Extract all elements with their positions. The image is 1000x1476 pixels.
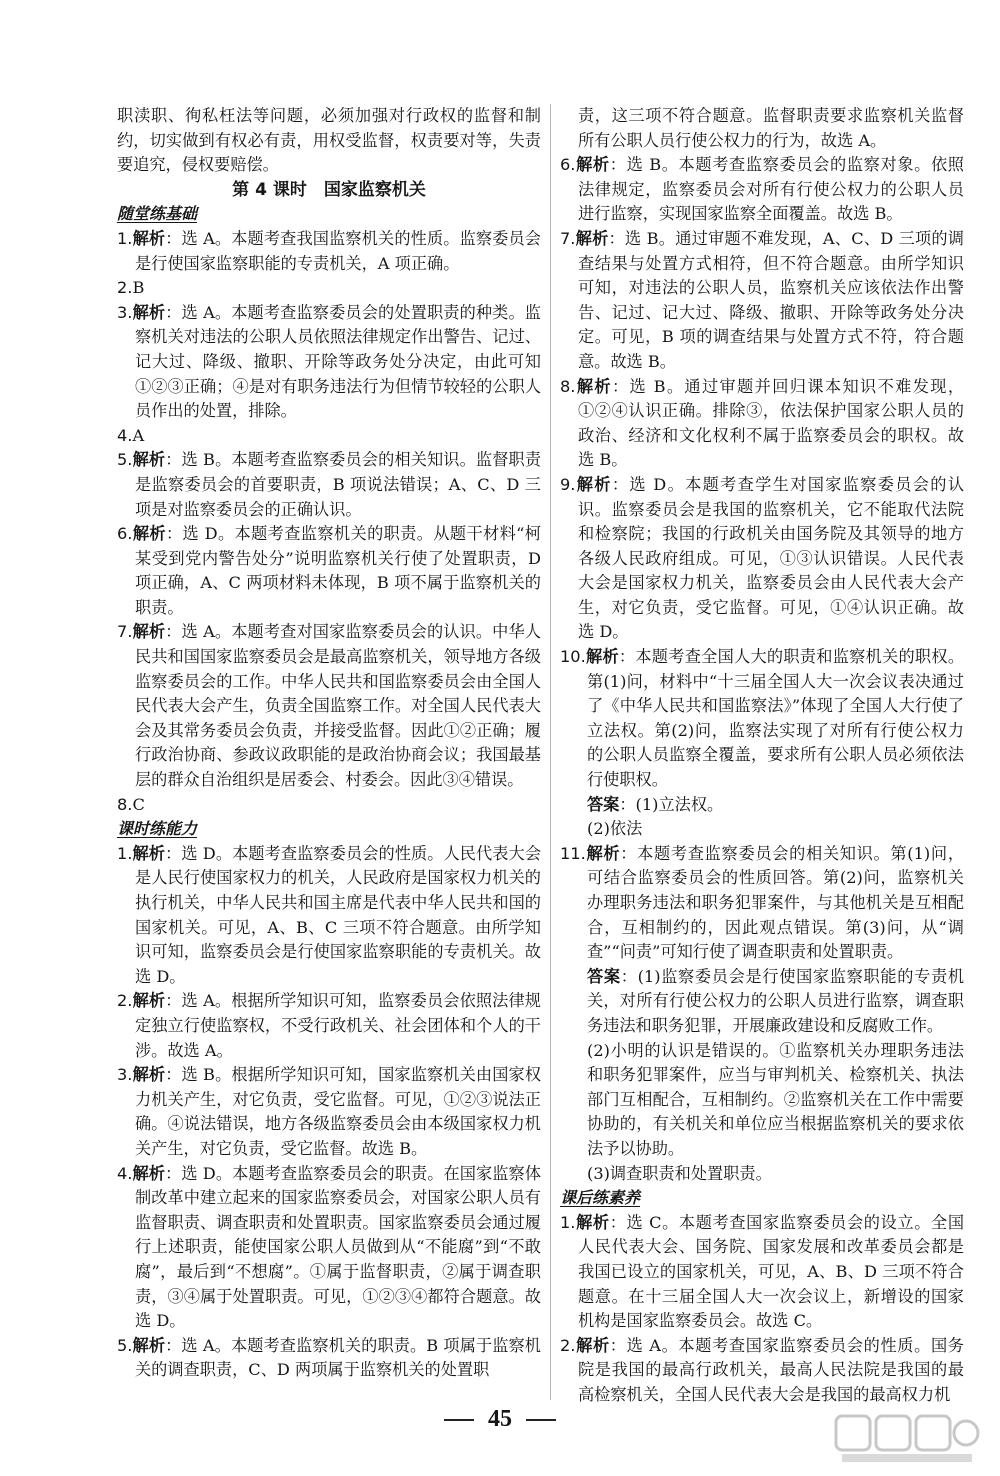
item-number: 8. (117, 794, 133, 814)
item-text: ：选 B。本题考查监察委员会的监察对象。依照法律规定，监察委员会对所有行使公权力的公职人员进行监察，实现国家监察全面覆盖。故选 B。 (578, 155, 964, 224)
item-text: ：选 D。本题考查学生对国家监察委员会的认识。监察委员会是我国的监察机关，它不能取代法院和检察院；我国的行政机关由国务院及其领导的地方各级人民政府组成。可见，①③认识错误。人民代表大会是国家权力机关，监察委员会由人民代表大会产生，对它负责，受它监督。可见，①④认识正确。故选 D。 (578, 474, 965, 642)
item-keyword: 解析 (132, 302, 166, 322)
answer-line (560, 793, 964, 818)
item-keyword: 解析 (132, 450, 166, 470)
item-text: ：本题考查全国人大的职责和监察机关的职权。第(1)问，材料中“十三届全国人大一次会议表决通过了《中华人民共和国监察法》”体现了全国人大行使了立法权。第(2)问，监察法实现了对所有行使公权力的公职人员监察全覆盖，要求所有公职人员必须依法行使职权。 (587, 647, 965, 790)
answer-item (117, 1334, 541, 1383)
item-text: ：选 D。本题考查监察委员会的职责。在国家监察体制改革中建立起来的国家监察委员会，对国家公职人员有监督职责、调查职责和处置职责。国家监察委员会通过履行上述职责，能使国家公职人员做到从“不能腐”到“不敢腐”，最后到“不想腐”。①属于监督职责，②属于调查职责，③④属于处置职责。可见，①②③④都符合题意。故选 D。 (135, 1163, 542, 1331)
item-keyword: 解析 (575, 376, 612, 396)
item-text: ：选 B。根据所学知识可知，国家监察机关由国家权力机关产生，对它负责，受它监督。可见，①②③说法正确。④说法错误，地方各级监察委员会由本级国家权力机关产生，对它负责，受它监督。故选 B。 (135, 1065, 542, 1158)
answer-item (117, 793, 541, 818)
item-text: ：选 D。本题考查监察机关的职责。从题干材料“柯某受到党内警告处分”说明监察机关行使了处置职责，D 项正确，A、C 两项材料未体现，B 项不属于监察机关的职责。 (135, 524, 541, 617)
answer-item (117, 1063, 541, 1161)
answer-item (117, 842, 541, 990)
item-text: ：选 A。本题考查国家监察委员会的性质。国务院是我国的最高行政机关，最高人民法院是我国的最高检察机关，全国人民代表大会是我国的最高权力机 (578, 1335, 964, 1404)
item-number: 2. (117, 278, 133, 298)
item-text: ：选 A。根据所学知识可知，监察委员会依照法律规定独立行使监察权，不受行政机关、社会团体和个人的干涉。故选 A。 (135, 991, 541, 1060)
item-text: ：选 B。本题考查监察委员会的相关知识。监督职责是监察委员会的首要职责，B 项说法错误；A、C、D 三项是对监察委员会的正确认识。 (135, 450, 542, 519)
item-text: ：选 D。本题考查监察委员会的性质。人民代表大会是人民行使国家权力的机关，人民政府是国家权力机关的执行机关，中华人民共和国主席是代表中华人民共和国的国家机关。可见，A、B、C 三项不符合题意。由所学知识可知，监察委员会是行使国家监察职能的专责机关。故选 D。 (135, 843, 542, 986)
answer-item (117, 522, 541, 620)
answer-item (117, 448, 541, 522)
answer-line: (2)小明的认识是错误的。①监察机关办理职务违法和职务犯罪案件，应当与审判机关、检察机关、执法部门互相配合，互相制约。②监察机关在工作中需要协助的，有关机关和单位应当根据监察机关的要求依法予以协助。 (587, 1040, 964, 1158)
answer-line: (2)依法 (587, 819, 643, 839)
item-number: 5. (117, 1335, 133, 1355)
answer-item (117, 989, 541, 1063)
page-number-dash (444, 1419, 474, 1421)
item-number: 6. (560, 155, 576, 175)
answer-item (117, 620, 541, 792)
item-keyword: 解析 (585, 647, 619, 667)
item-number: 1. (117, 843, 133, 863)
item-keyword: 解析 (132, 1335, 166, 1355)
answer-line (560, 965, 964, 1039)
item-number: 8. (560, 376, 576, 396)
answer-keyword: 答案 (587, 966, 621, 986)
section-heading: 课后练素养 (560, 1188, 641, 1208)
item-text: ：选 A。本题考查监察机关的职责。B 项属于监察机关的调查职责，C、D 两项属于监察机关的处置职 (135, 1335, 541, 1380)
item-text: ：本题考查监察委员会的相关知识。第(1)问，可结合监察委员会的性质回答。第(2)问，监察机关办理职务违法和职务犯罪案件，与其他机关是互相配合，互相制约的，因此观点错误。第(3)问，从“调查”“问责”可知行使了调查职责和处置职责。 (587, 843, 965, 962)
watermark-logo-icon (832, 1410, 982, 1466)
answer-text: ：(1)监察委员会是行使国家监察职能的专责机关，对所有行使公权力的公职人员进行监察，调查职务违法和职务犯罪，开展廉政建设和反腐败工作。 (587, 966, 965, 1035)
item-keyword: 解析 (575, 155, 610, 175)
item-number: 1. (117, 228, 133, 248)
page-number-value: 45 (488, 1406, 512, 1432)
section-heading: 随堂练基础 (117, 204, 198, 224)
page-number-dash (526, 1419, 556, 1421)
answer-item (117, 424, 541, 449)
answer-item (117, 227, 541, 276)
item-keyword: 解析 (575, 474, 612, 494)
item-text: ：选 B。通过审题不难发现，A、C、D 三项的调查结果与处置方式相符，但不符合题意。由所学知识可知，对违法的公职人员，监察机关应该依法作出警告、记过、记大过、降级、撤职、开除等政务处分决定。可见，B 项的调查结果与处置方式不符，符合题意。故选 B。 (578, 228, 964, 371)
intro-paragraph: 职渎职、徇私枉法等问题，必须加强对行政权的监督和制约，切实做到有权必有责，用权受监督，权责要对等，失责要追究，侵权要赔偿。 (117, 106, 541, 175)
item-keyword: 解析 (575, 1335, 610, 1355)
item-keyword: 解析 (132, 843, 166, 863)
item-keyword: 解析 (132, 1163, 166, 1183)
item-number: 2. (560, 1335, 576, 1355)
answer-item (560, 375, 964, 473)
continued-text: 责，这三项不符合题意。监督职责要求监察机关监督所有公职人员行使公权力的行为，故选 A。 (578, 106, 964, 150)
section-heading: 课时练能力 (117, 819, 198, 839)
answer-item (117, 276, 541, 301)
item-keyword: 解析 (575, 1212, 610, 1232)
item-text: ：选 C。本题考查国家监察委员会的设立。全国人民代表大会、国务院、国家发展和改革委员会都是我国已设立的国家机关，可见，A、B、D 三项不符合题意。在十三届全国人大一次会议上，新增设的国家机构是国家监察委员会。故选 C。 (578, 1212, 965, 1331)
item-keyword: 解析 (575, 228, 609, 248)
answer-item (560, 153, 964, 227)
item-number: 7. (560, 228, 576, 248)
answer-line: (3)调查职责和处置职责。 (587, 1163, 772, 1183)
item-keyword: 解析 (132, 622, 166, 642)
item-number: 1. (560, 1212, 576, 1232)
answer-item (117, 1162, 541, 1334)
answer-item (117, 301, 541, 424)
lesson-title: 第 4 课时 国家监察机关 (232, 179, 426, 200)
item-number: 3. (117, 302, 133, 322)
answer-item-11 (560, 842, 964, 965)
item-number: 11. (560, 843, 586, 863)
right-column (560, 104, 964, 1407)
item-number: 2. (117, 991, 133, 1011)
item-number: 3. (117, 1065, 133, 1085)
item-keyword: 解析 (132, 228, 166, 248)
item-number: 9. (560, 474, 576, 494)
answer-text: ：(1)立法权。 (619, 794, 724, 814)
item-number: 10. (560, 647, 586, 667)
item-text: ：选 A。本题考查对国家监察委员会的认识。中华人民共和国国家监察委员会是最高监察机关，领导地方各级监察委员会的工作。中华人民共和国监察委员会由全国人民代表大会产生，负责全国监察工作。对全国人民代表大会及其常务委员会负责，并接受监督。因此①②正确；履行政治协商、参政议政职能的是政治协商会议；我国最基层的群众自治组织是居委会、村委会。因此③④错误。 (135, 622, 541, 790)
item-keyword: 解析 (585, 843, 621, 863)
answer-keyword: 答案 (587, 794, 620, 814)
item-text: C (132, 794, 145, 814)
answer-item (560, 473, 964, 645)
answer-item-10 (560, 645, 964, 793)
item-text: A (132, 425, 145, 445)
item-keyword: 解析 (132, 524, 166, 544)
item-number: 5. (117, 450, 133, 470)
left-column (117, 104, 541, 1383)
item-text: ：选 B。通过审题并回归课本知识不难发现，①②④认识正确。排除③，依法保护国家公职人员的政治、经济和文化权利不属于监察委员会的职权。故选 B。 (578, 376, 965, 470)
item-number: 4. (117, 425, 133, 445)
column-divider (550, 104, 551, 1400)
item-number: 6. (117, 524, 133, 544)
answer-item (560, 1334, 964, 1408)
item-text: B (132, 278, 145, 298)
item-text: ：选 A。本题考查我国监察机关的性质。监察委员会是行使国家监察职能的专责机关，A 项正确。 (135, 228, 541, 273)
item-keyword: 解析 (132, 1065, 166, 1085)
item-number: 7. (117, 622, 133, 642)
answer-item (560, 227, 964, 375)
item-text: ：选 A。本题考查监察委员会的处置职责的种类。监察机关对违法的公职人员依照法律规定作出警告、记过、记大过、降级、撤职、开除等政务处分决定，由此可知①②③正确；④是对有职务违法行为但情节较轻的公职人员作出的处置，排除。 (135, 302, 541, 421)
item-keyword: 解析 (132, 991, 166, 1011)
item-number: 4. (117, 1163, 133, 1183)
answer-item (560, 1211, 964, 1334)
